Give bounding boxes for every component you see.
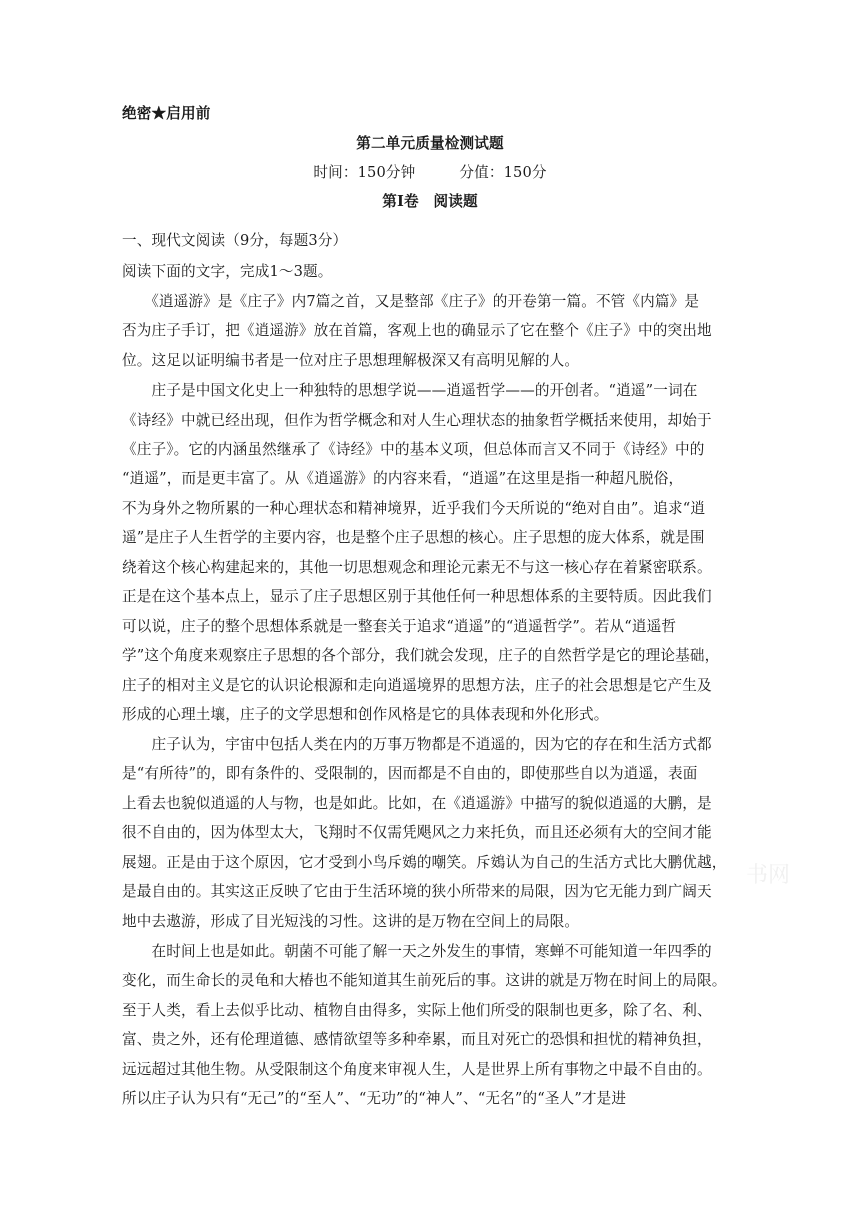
passage-line: 遥”是庄子人生哲学的主要内容，也是整个庄子思想的核心。庄子思想的庞大体系，就是围 [122,529,705,546]
passage-line: 位。这足以证明编书者是一位对庄子思想理解极深又有高明见解的人。 [122,352,580,369]
time-label: 时间：150分钟 [313,164,416,181]
passage-line: 庄子是中国文化史上一种独特的思想学说——逍遥哲学——的开创者。“逍遥”一词在 [122,382,698,399]
passage-line: 《诗经》中就已经出现，但作为哲学概念和对人生心理状态的抽象哲学概括来使用，却始于 [122,412,712,429]
exam-title: 第二单元质量检测试题 [356,135,504,152]
passage-line: 正是在这个基本点上，显示了庄子思想区别于其他任何一种思想体系的主要特质。因此我们 [122,588,712,605]
passage-line: 形成的心理土壤，庄子的文学思想和创作风格是它的具体表现和外化形式。 [122,706,609,723]
section-instruction: 阅读下面的文字，完成1～3题。 [122,263,333,280]
passage-line: 《庄子》。它的内涵虽然继承了《诗经》中的基本义项，但总体而言又不同于《诗经》中的 [122,441,705,458]
passage-line: “逍遥”，而是更丰富了。从《逍遥游》的内容来看，“逍遥”在这里是指一种超凡脱俗， [122,470,684,487]
secret-label: 绝密★启用前 [122,105,211,122]
section-heading: 一、现代文阅读（9分，每题3分） [122,232,348,249]
watermark: 书网 [746,863,791,888]
passage-line: 展翅。正是由于这个原因，它才受到小鸟斥鴳的嘲笑。斥鴳认为自己的生活方式比大鹏优越， [122,854,727,871]
passage-line: 庄子的相对主义是它的认识论根源和走向逍遥境界的思想方法，庄子的社会思想是它产生及 [122,677,712,694]
passage-line: 所以庄子认为只有“无己”的“至人”、“无功”的“神人”、“无名”的“圣人”才是进 [122,1090,627,1107]
passage-line: 庄子认为，宇宙中包括人类在内的万事万物都是不逍遥的，因为它的存在和生活方式都 [122,736,712,753]
passage-line: 上看去也貌似逍遥的人与物，也是如此。比如，在《逍遥游》中描写的貌似逍遥的大鹏，是 [122,795,712,812]
passage-line: 绕着这个核心构建起来的，其他一切思想观念和理论元素无不与这一核心存在着紧密联系。 [122,559,712,576]
exam-meta [0,163,860,183]
passage-line: 很不自由的，因为体型太大，飞翔时不仅需凭飓风之力来托负，而且还必须有大的空间才能 [122,824,712,841]
passage-line: 《逍遥游》是《庄子》内7篇之首，又是整部《庄子》的开卷第一篇。不管《内篇》是 [122,293,700,310]
passage-line: 是“有所待”的，即有条件的、受限制的，因而都是不自由的，即使那些自以为逍遥，表面 [122,765,698,782]
passage-line: 不为身外之物所累的一种心理状态和精神境界，近乎我们今天所说的“绝对自由”。追求“逍 [122,500,706,517]
volume-label: 第Ⅰ卷 阅读题 [382,193,478,210]
score-label: 分值：150分 [459,164,547,181]
passage-line: 在时间上也是如此。朝菌不可能了解一天之外发生的事情，寒蝉不可能知道一年四季的 [122,943,712,960]
passage-line: 远远超过其他生物。从受限制这个角度来审视人生，人是世界上所有事物之中最不自由的。 [122,1061,712,1078]
passage-line: 否为庄子手订，把《逍遥游》放在首篇，客观上也的确显示了它在整个《庄子》中的突出地 [122,322,712,339]
passage-line: 变化，而生命长的灵龟和大椿也不能知道其生前死后的事。这讲的就是万物在时间上的局限。 [122,972,727,989]
passage-line: 至于人类，看上去似乎比动、植物自由得多，实际上他们所受的限制也更多，除了名、利、 [122,1002,712,1019]
passage-line: 学”这个角度来观察庄子思想的各个部分，我们就会发现，庄子的自然哲学是它的理论基础， [122,647,720,664]
passage-line: 地中去遨游，形成了目光短浅的习性。这讲的是万物在空间上的局限。 [122,913,580,930]
passage-line: 是最自由的。其实这正反映了它由于生活环境的狭小所带来的局限，因为它无能力到广阔天 [122,883,712,900]
passage-line: 富、贵之外，还有伦理道德、感情欲望等多种牵累，而且对死亡的恐惧和担忧的精神负担， [122,1031,712,1048]
passage-line: 可以说，庄子的整个思想体系就是一整套关于追求“逍遥”的“逍遥哲学”。若从“逍遥哲 [122,618,677,635]
